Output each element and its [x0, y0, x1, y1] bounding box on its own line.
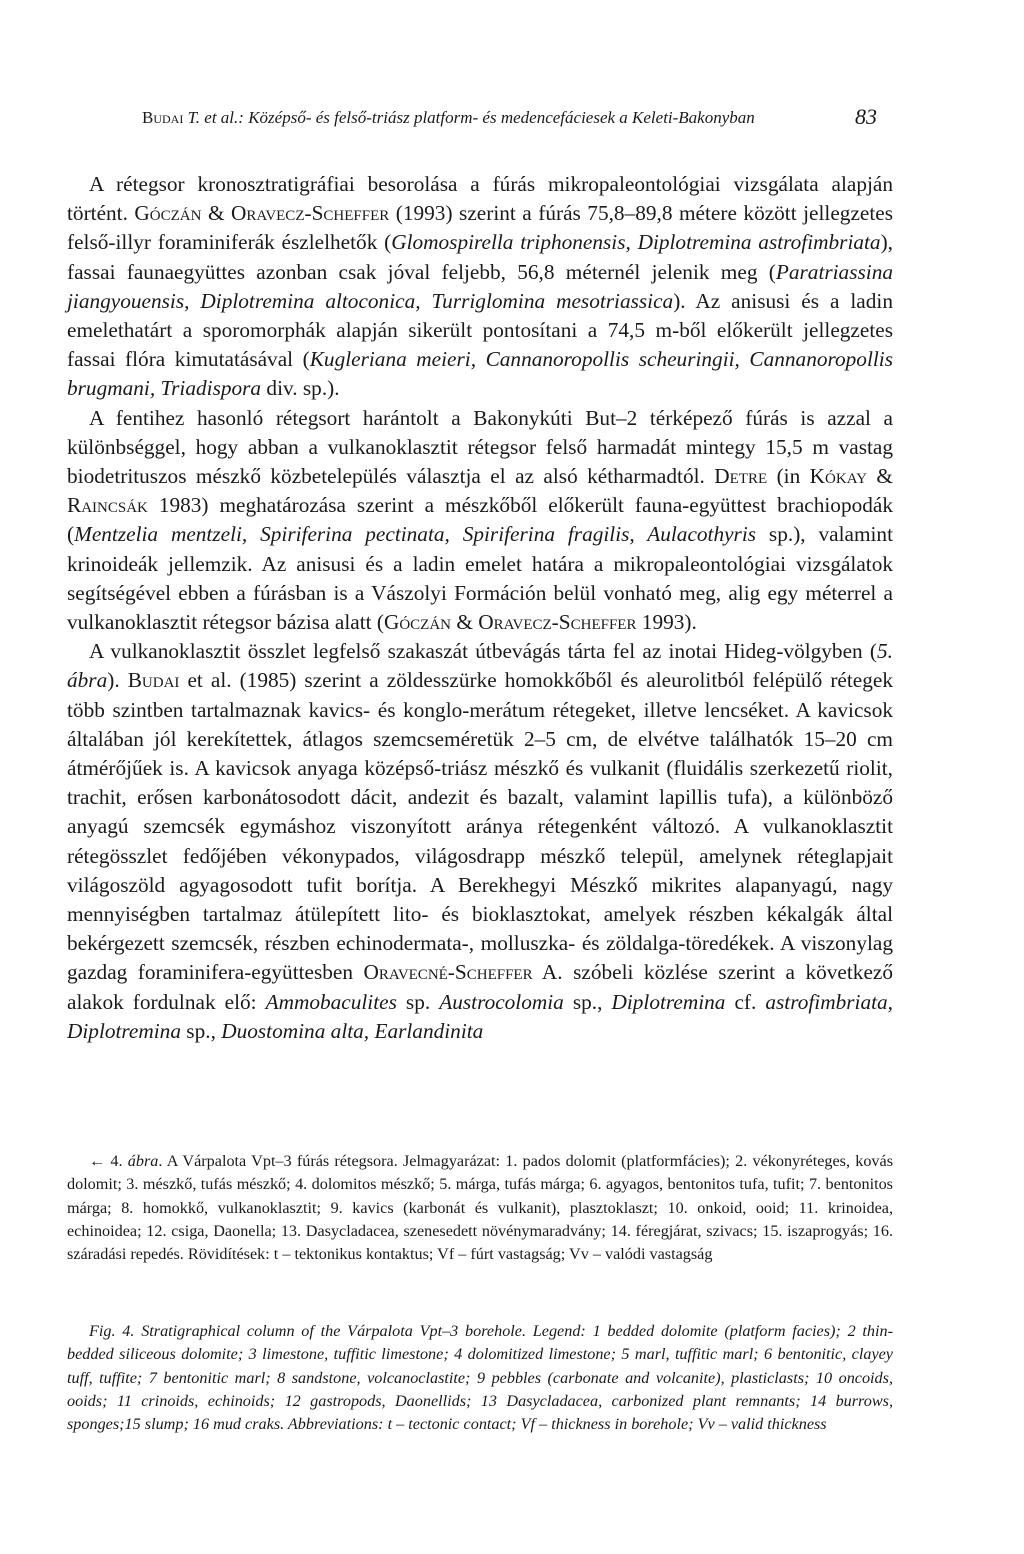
text-run: . A Várpalota Vpt–3 fúrás rétegsora. Jelmagyarázat: 1. pados dolomit (platformfácies); 2. vékonyréteges, kovás dolomit; 3. mészkő, tufás mészkő; 4. dolomitos mészkő; 5. márga, tufás márga; 6. agyagos, bentonitos tufa, tufit; 7. bentonitos márga; 8. homokkő, vulkanoklasztit; 9. kavics (karbonát és vulkanit), plasztoklaszt; 10. onkoid, ooid; 11. krinoidea, echinoidea; 12. csiga, Daonella; 13. Dasycladacea, szenesedett növénymaradvány; 14. féregjárat, szivacs; 15. iszaprogyás; 16. száradási repedés. Rövidítések: t – tektonikus kontaktus; Vf – fúrt vastagság; Vv – valódi vastagság	[67, 1152, 893, 1264]
caption-hu-text	[67, 1150, 893, 1266]
text-run: div. sp.).	[261, 376, 340, 401]
italic-run: Duostomina alta, Earlandinita	[221, 1018, 484, 1043]
text-run: sp.), valamint krinoideák jellemzik. Az anisusi és a ladin emelet határa a mikropaleontológiai vizsgálatok segítségével ebben a fúrásban is a Vászolyi Formáción belül vonható meg, alig egy méterrel a vulkanoklasztit rétegsor bázisa alatt (	[67, 522, 893, 635]
italic-run: Kugleriana meieri, Cannanoropollis scheuringii, Cannanoropollis brugmani, Triadispora	[67, 347, 893, 401]
text-run: ).	[107, 668, 128, 693]
italic-run: Diplotremina	[611, 989, 726, 1014]
italic-run: Austrocolomia	[439, 989, 564, 1014]
text-run: A rétegsor kronosztratigráfiai besorolása a fúrás mikropaleontológiai vizsgálata alapján történt.	[67, 172, 893, 226]
text-run: sp.	[396, 989, 440, 1014]
text-run: ). Az anisusi és a ladin emelethatárt a sporomorphák alapján sikerült pontosítani a 74,5 m-ből előkerült jellegzetes fassai flóra kimutatásával (	[67, 288, 893, 372]
text-run: A fentihez hasonló rétegsort harántolt a Bakonykúti But–2 térképező fúrás is azzal a különbséggel, hogy abban a vulkanoklasztit rétegsor felső harmadát mintegy 15,5 m vastag biodetrituszos mészkő közbetelepülés választja el az alsó kétharmadtól.	[67, 405, 893, 489]
author-name: Oravecz-Scheffer	[231, 201, 390, 226]
figure-caption-english	[67, 1320, 893, 1436]
italic-run: astrofimbriata, Diplotremina	[67, 989, 893, 1043]
italic-run: ábra	[127, 1152, 159, 1170]
paragraph	[67, 170, 893, 404]
author-name: Oravecné-Scheffer	[363, 960, 533, 985]
italic-run: Mentzelia mentzeli, Spiriferina pectinata, Spiriferina fragilis, Aulacothyris	[74, 522, 757, 547]
italic-run: Glomospirella triphonensis, Diplotremina astrofimbriata	[391, 230, 881, 255]
figure-caption-hungarian	[67, 1150, 893, 1266]
author-name: Detre	[714, 464, 768, 489]
author-name: Kókay	[809, 464, 867, 489]
header-author: Budai	[142, 108, 184, 127]
author-name: Oravecz-Scheffer	[478, 610, 637, 635]
page-number: 83	[855, 104, 877, 129]
text-run: 1993).	[636, 610, 697, 635]
header-title: Középső- és felső-triász platform- és medencefáciesek a Keleti-Bakonyban	[243, 108, 755, 127]
author-name: Góczán	[383, 610, 452, 635]
author-name: Raincsák	[67, 493, 148, 518]
text-run: sp.,	[563, 989, 612, 1014]
italic-run: Ammobaculites	[265, 989, 397, 1014]
header-author-rest: T. et al.:	[183, 108, 244, 127]
paragraph	[67, 637, 893, 1046]
italic-run: Paratriassina jiangyouensis, Diplotremina altoconica, Turriglomina mesotriassica	[67, 259, 893, 313]
author-name: Budai	[127, 668, 180, 693]
text-run: 1983) meghatározása szerint a mészkőből előkerült fauna-együttest brachiopodák (	[67, 493, 893, 547]
text-run: A. szóbeli közlése szerint a következő alakok fordulnak elő:	[67, 960, 893, 1014]
text-run: ), fassai faunaegyüttes azonban csak jóval feljebb, 56,8 méternél jelenik meg (	[67, 230, 893, 284]
text-run: &	[867, 464, 893, 489]
author-name: Góczán	[134, 201, 202, 226]
body-text	[67, 170, 893, 1046]
text-run: &	[451, 610, 479, 635]
running-header	[142, 104, 877, 134]
running-title	[142, 108, 755, 128]
text-run: cf.	[725, 989, 766, 1014]
text-run: sp.,	[180, 1018, 222, 1043]
text-run: &	[201, 201, 232, 226]
italic-run: 5. ábra	[67, 639, 893, 693]
text-run: A vulkanoklasztit összlet legfelső szakaszát útbevágás tárta fel az inotai Hideg-völgyben (	[89, 639, 878, 664]
text-run: (in	[767, 464, 810, 489]
caption-en-text: Fig. 4. Stratigraphical column of the Várpalota Vpt–3 borehole. Legend: 1 bedded dolomite (platform facies); 2 thin-bedded siliceous dolomite; 3 limestone, tuffitic limestone; 4 dolomitized limestone; 5 marl, tuffitic marl; 6 bentonitic, clayey tuff, tuffite; 7 bentonitic marl; 8 sandstone, volcanoclastite; 9 pebbles (carbonate and volcanite), plasticlasts; 10 oncoids, ooids; 11 crinoids, echinoids; 12 gastropods, Daonellids; 13 Dasycladacea, carbonized plant remnants; 14 burrows, sponges;15 slump; 16 mud craks. Abbreviations: t – tectonic contact; Vf – thickness in borehole; Vv – valid thickness	[67, 1322, 893, 1434]
paragraph	[67, 404, 893, 638]
text-run: (1993) szerint a fúrás 75,8–89,8 métere között jellegzetes felső-illyr foraminiferák észlelhetők (	[67, 201, 894, 255]
text-run: et al. (1985) szerint a zöldesszürke homokkőből és aleurolitból felépülő rétegek több szintben tartalmaznak kavics- és konglo-merátum rétegeket, illetve lencséket. A kavicsok általában jól kerekítettek, átlagos szemcseméretük 2–5 cm, de elvétve találhatók 15–20 cm átmérőjűek is. A kavicsok anyaga középső-triász mészkő és vulkanit (fluidális szerkezetű riolit, trachit, erősen karbonátosodott dácit, andezit és bazalt, valamint lapillis tufa), a különböző anyagú szemcsék egymáshoz viszonyított aránya rétegenként változó. A vulkanoklasztit rétegösszlet fedőjében vékonypados, világosdrapp mészkő települ, amelynek réteglapjait világoszöld agyagosodott tufit borítja. A Berekhegyi Mészkő mikrites alapanyagú, nagy mennyiségben tartalmaz átülepített lito- és bioklasztokat, amelyek részben kékalgák által bekérgezett szemcsék, részben echinodermata-, molluszka- és zöldalga-töredékek. A viszonylag gazdag foraminifera-együttesben	[67, 668, 893, 985]
text-run: ← 4.	[89, 1152, 128, 1170]
